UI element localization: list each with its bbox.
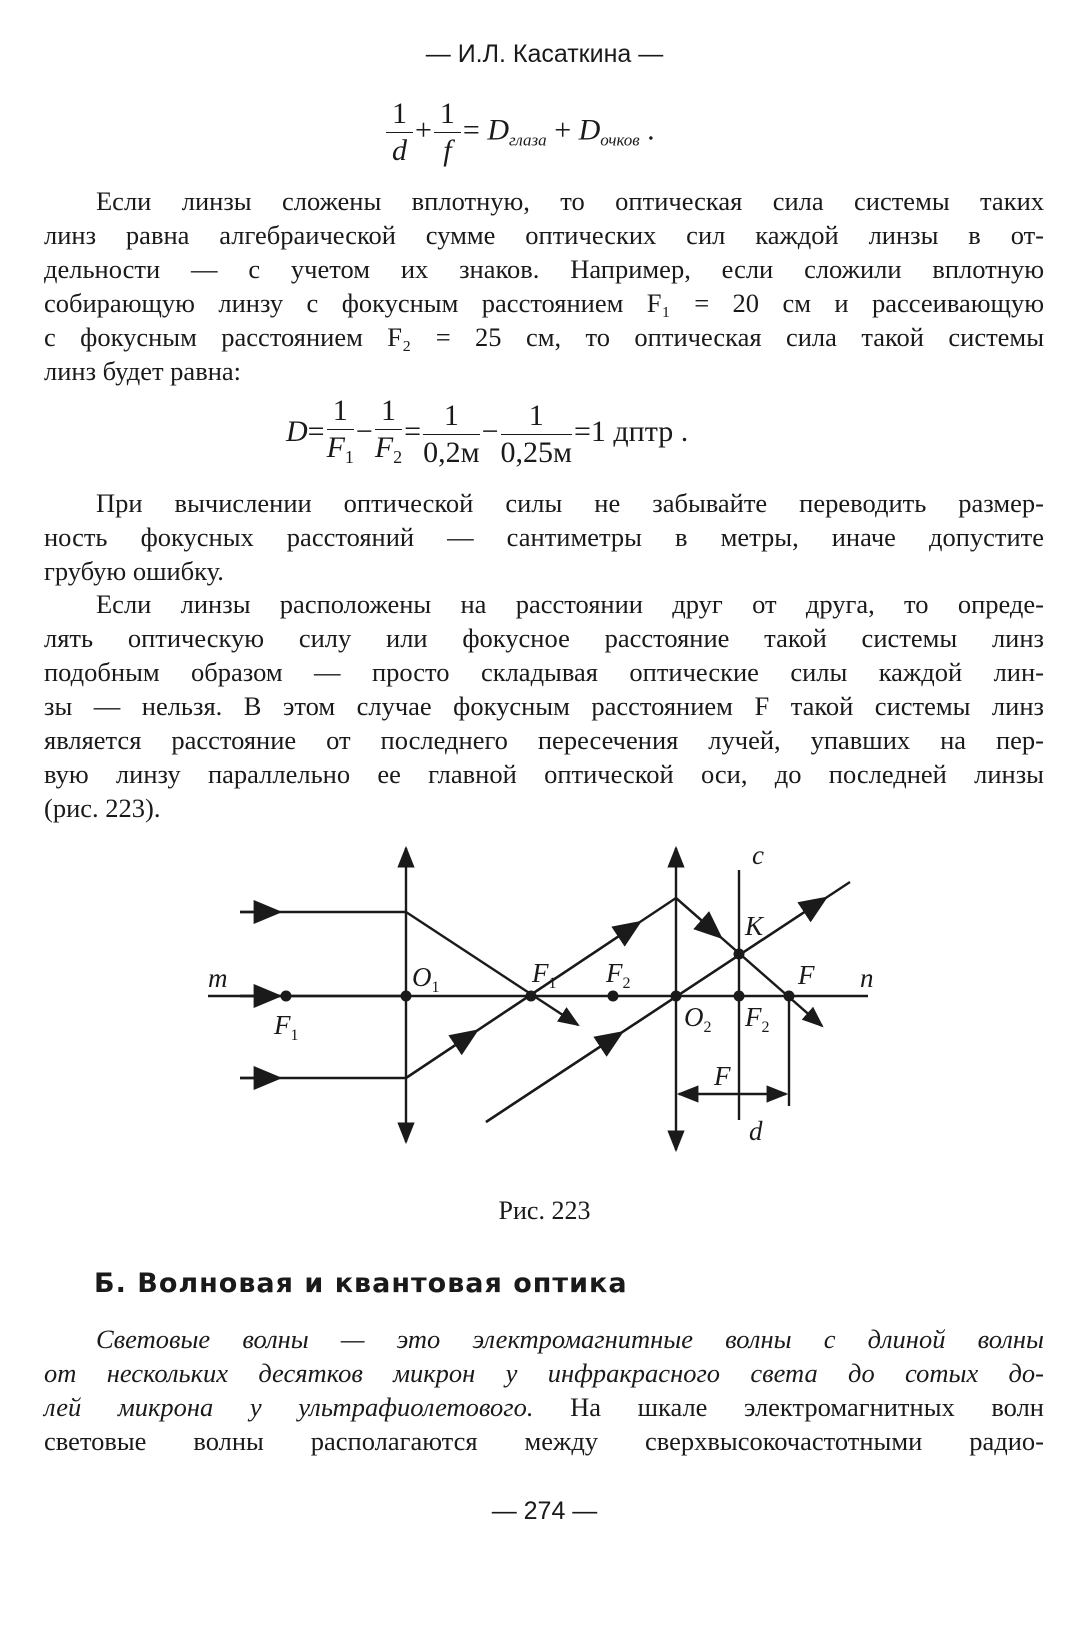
label-O1: $O_1$: [412, 962, 440, 996]
point-K: [734, 949, 745, 960]
paragraph-light-waves: [44, 1322, 1044, 1458]
label-F2-left: $F_2$: [606, 958, 631, 992]
text-line: является расстояние от последнего пересечения лучей, упавших на пер-: [44, 725, 1044, 755]
label-d: d: [749, 1116, 763, 1146]
text-line: собирающую линзу с фокусным расстоянием F₁ = 20 см и рассеивающую: [44, 288, 1044, 318]
fraction-1-over-0-25m: $\frac{1}{0,25м}$: [500, 398, 572, 469]
figure-caption: Рис. 223: [498, 1196, 591, 1225]
point-F2-left: [608, 991, 619, 1002]
text-line: световые волны располагаются между сверхвысокочастотными радио-: [44, 1426, 1044, 1456]
text-line: вую линзу параллельно ее главной оптической оси, до последней линзы: [44, 759, 1044, 789]
text-line: с фокусным расстоянием F₂ = 25 см, то оптическая сила такой системы: [44, 322, 1044, 352]
text-line: Если линзы сложены вплотную, то оптическая сила системы таких: [96, 186, 1044, 216]
fraction-1-over-F1: $\frac{1}{F_1}$: [326, 394, 354, 467]
fraction-1-over-d: $\frac{1}{d}$: [386, 96, 413, 169]
text-line: Если линзы расположены на расстоянии друг от друга, то опреде-: [96, 589, 1044, 619]
label-F: F: [798, 960, 815, 990]
text-line: При вычислении оптической силы не забывайте переводить размер-: [96, 488, 1044, 518]
section-title: Б. Волновая и квантовая оптика: [94, 1268, 628, 1299]
text-line: подобным образом — просто складывая оптические силы каждой лин-: [44, 657, 1044, 687]
point-F1-left: [281, 991, 292, 1002]
paragraph-units-warning: [44, 486, 1044, 588]
fraction-1-over-0-2m: $\frac{1}{0,2м}$: [423, 398, 480, 469]
label-O2: $O_2$: [684, 1002, 712, 1036]
label-K: K: [745, 911, 764, 941]
text-line: Световые волны — это электромагнитные волны с длиной волны: [96, 1324, 1044, 1354]
label-F-dimension: F: [714, 1061, 731, 1091]
point-F1-right: [526, 991, 537, 1002]
text-line: от нескольких десятков микрон у инфракрасного света до сотых до-: [44, 1358, 1044, 1388]
paragraph-separated-lenses: [44, 587, 1044, 825]
ray-top-refracted: [406, 912, 578, 1025]
label-n: n: [860, 963, 874, 993]
label-F1-left: $F_1$: [274, 1010, 299, 1044]
text-line: (рис. 223).: [44, 793, 161, 823]
text-line: линз будет равна:: [44, 356, 242, 386]
point-O2: [671, 991, 682, 1002]
running-header: — И.Л. Касаткина —: [425, 40, 664, 68]
ray-diagram-figure: [0, 830, 1089, 1160]
point-O1: [401, 991, 412, 1002]
text-line: дельности — с учетом их знаков. Например, если сложили вплотную: [44, 254, 1044, 284]
text-line: зы — нельзя. В этом случае фокусным расстоянием F такой системы линз: [44, 691, 1044, 721]
label-c: c: [752, 840, 764, 870]
point-F: [784, 991, 795, 1002]
label-F1-right: $F_1$: [532, 958, 557, 992]
point-F2-right: [734, 991, 745, 1002]
page-number: — 274 —: [491, 1497, 598, 1525]
formula-optical-power-example: D= $\frac{1}{F_1}$ − $\frac{1}{F_2}$ = $\frac{1}{0,2м}$ − $\frac{1}{0,25м}$ =1 дптр .: [286, 393, 688, 475]
text-line: лять оптическую силу или фокусное расстояние такой системы линз: [44, 623, 1044, 653]
label-m: m: [208, 963, 228, 993]
text-line-mixed: лей микрона у ультрафиолетового. На шкале электромагнитных волн: [44, 1392, 1044, 1422]
fraction-1-over-f: $\frac{1}{f}$: [434, 96, 461, 169]
text-line: ность фокусных расстояний — сантиметры в метры, иначе допустите: [44, 522, 1044, 552]
paragraph-lenses-together: [44, 184, 1044, 388]
formula-lens-eye-glasses: $\frac{1}{d}$ + $\frac{1}{f}$ = $D_{глаза} + D_{очков}$ .: [384, 96, 655, 169]
fraction-1-over-F2: $\frac{1}{F_2}$: [374, 394, 403, 467]
text-line: линз равна алгебраической сумме оптических сил каждой линзы в от-: [44, 220, 1044, 250]
text-line: грубую ошибку.: [44, 556, 224, 586]
label-F2-right: $F_2$: [745, 1002, 770, 1036]
